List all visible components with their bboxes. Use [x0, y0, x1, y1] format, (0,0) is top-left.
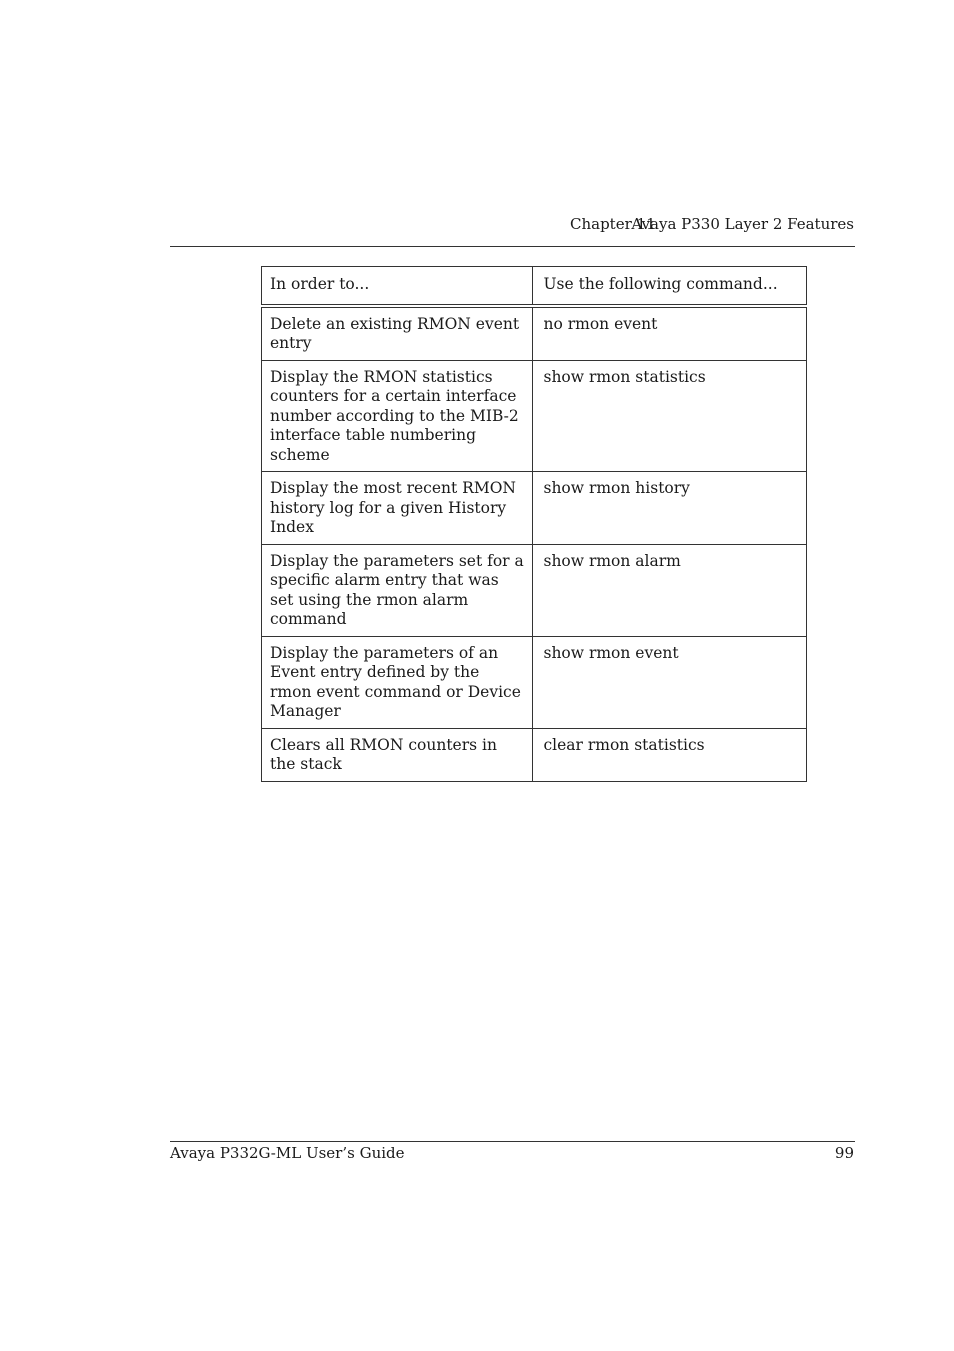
task-cell: Delete an existing RMON event entry	[262, 306, 533, 361]
running-header	[170, 215, 854, 235]
table-row	[262, 472, 807, 545]
table-row	[262, 728, 807, 781]
column-header-command: Use the following command...	[533, 267, 807, 306]
chapter-label: Chapter 11	[570, 215, 656, 233]
table-row	[262, 306, 807, 361]
command-table	[261, 266, 807, 782]
table-row	[262, 544, 807, 636]
table-row	[262, 360, 807, 472]
header-rule	[170, 246, 855, 247]
command-cell: show rmon history	[533, 472, 807, 545]
task-cell: Clears all RMON counters in the stack	[262, 728, 533, 781]
command-cell: show rmon event	[533, 636, 807, 728]
guide-title: Avaya P332G-ML User’s Guide	[170, 1144, 405, 1162]
table-header-row	[262, 267, 807, 306]
command-cell: clear rmon statistics	[533, 728, 807, 781]
command-cell: no rmon event	[533, 306, 807, 361]
table-row	[262, 636, 807, 728]
task-cell: Display the parameters set for a specific alarm entry that was set using the rmon alarm command	[262, 544, 533, 636]
section-title: Avaya P330 Layer 2 Features	[631, 215, 854, 233]
command-cell: show rmon statistics	[533, 360, 807, 472]
task-cell: Display the parameters of an Event entry defined by the rmon event command or Device Manager	[262, 636, 533, 728]
task-cell: Display the most recent RMON history log for a given History Index	[262, 472, 533, 545]
column-header-task: In order to...	[262, 267, 533, 306]
page-number: 99	[834, 1144, 854, 1162]
footer-rule	[170, 1141, 855, 1142]
task-cell: Display the RMON statistics counters for a certain interface number according to the MIB-2 interface table numbering scheme	[262, 360, 533, 472]
command-cell: show rmon alarm	[533, 544, 807, 636]
